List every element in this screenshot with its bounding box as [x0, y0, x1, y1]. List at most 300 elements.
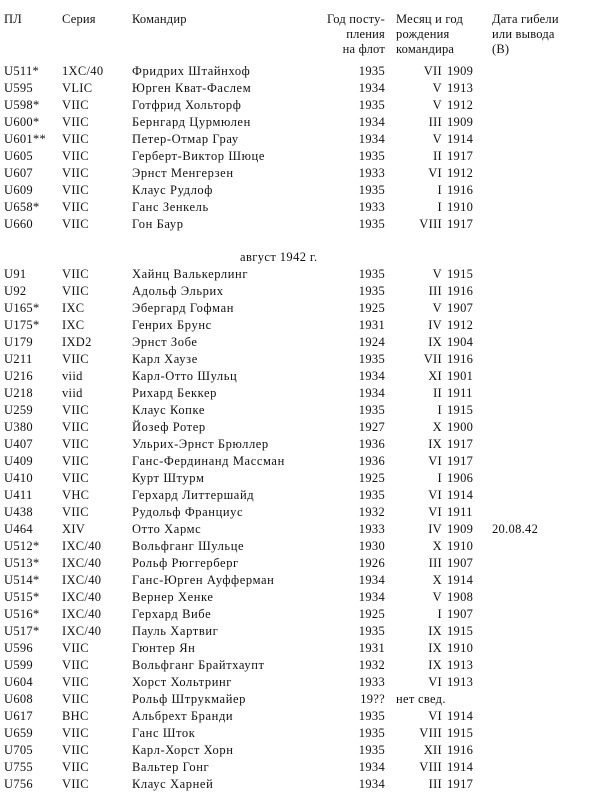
commander-name: Вальтер Гонг: [132, 760, 210, 774]
sub-id: U600*: [4, 115, 40, 129]
commander-name: Петер-Отмар Грау: [132, 132, 239, 146]
birth-year: 1915: [447, 267, 474, 281]
entry-year: 1935: [358, 403, 385, 417]
sub-id: U705: [4, 743, 33, 757]
commander-name: Рихард Беккер: [132, 386, 218, 400]
birth-month: V: [432, 132, 442, 146]
entry-year: 1936: [358, 454, 385, 468]
commander-name: Карл-Хорст Хорн: [132, 743, 234, 757]
sub-id: U598*: [4, 98, 40, 112]
series-cell: IXC: [62, 318, 85, 332]
birth-month: I: [437, 471, 442, 485]
commander-name: Вольфганг Шульце: [132, 539, 245, 553]
table-row: [0, 640, 600, 657]
birth-year: 1908: [447, 590, 474, 604]
series-cell: VIIC: [62, 166, 89, 180]
sub-id: U756: [4, 777, 33, 791]
birth-month: VI: [428, 454, 442, 468]
birth-month: VI: [428, 675, 442, 689]
commander-name: Клаус Харней: [132, 777, 214, 791]
birth-year: 1913: [447, 658, 474, 672]
commander-name: Карл-Отто Шульц: [132, 369, 238, 383]
birth-year: 1915: [447, 624, 474, 638]
birth-month: IV: [428, 318, 442, 332]
commander-name: Эрнст Зобе: [132, 335, 198, 349]
header-series: Серия: [62, 12, 96, 26]
series-cell: IXC/40: [62, 556, 102, 570]
entry-year: 1935: [358, 98, 385, 112]
sub-id: U438: [4, 505, 33, 519]
series-cell: VIIC: [62, 267, 89, 281]
birth-month: IV: [428, 522, 442, 536]
table-row: [0, 725, 600, 742]
sub-id: U514*: [4, 573, 40, 587]
commander-name: Рольф Рюггерберг: [132, 556, 239, 570]
entry-year: 1935: [358, 352, 385, 366]
sub-id: U660: [4, 217, 33, 231]
section-title: август 1942 г.: [240, 250, 318, 264]
birth-year: 1909: [447, 522, 474, 536]
birth-year: 1907: [447, 556, 474, 570]
birth-month: VII: [423, 64, 442, 78]
table-row: [0, 555, 600, 572]
sub-id: U605: [4, 149, 33, 163]
birth-month: VII: [423, 352, 442, 366]
sub-id: U658*: [4, 200, 40, 214]
entry-year: 1926: [358, 556, 385, 570]
birth-year: 1907: [447, 301, 474, 315]
birth-month: VI: [428, 505, 442, 519]
series-cell: VIIC: [62, 217, 89, 231]
entry-year: 1935: [358, 64, 385, 78]
series-cell: VIIC: [62, 471, 89, 485]
birth-month: VI: [428, 709, 442, 723]
commander-name: Гон Баур: [132, 217, 184, 231]
commander-name: Карл Хаузе: [132, 352, 198, 366]
table-row: [0, 334, 600, 351]
sub-id: U411: [4, 488, 33, 502]
entry-year: 1930: [358, 539, 385, 553]
series-cell: VIIC: [62, 132, 89, 146]
series-cell: IXC: [62, 301, 85, 315]
birth-year: 1916: [447, 352, 474, 366]
table-row: [0, 385, 600, 402]
birth-year: 1916: [447, 743, 474, 757]
sub-id: U596: [4, 641, 33, 655]
series-cell: ВНС: [62, 709, 89, 723]
birth-month: XI: [428, 369, 442, 383]
table-row: [0, 470, 600, 487]
series-cell: VIIC: [62, 760, 89, 774]
sub-id: U407: [4, 437, 33, 451]
sub-id: U512*: [4, 539, 40, 553]
table-row: [0, 776, 600, 793]
entry-year: 1927: [358, 420, 385, 434]
series-cell: IXC/40: [62, 573, 102, 587]
commander-name: Альбрехт Бранди: [132, 709, 234, 723]
birth-year: 1914: [447, 573, 474, 587]
table-row: [0, 572, 600, 589]
header-commander: Командир: [132, 12, 187, 26]
series-cell: VIIC: [62, 777, 89, 791]
sub-id: U92: [4, 284, 27, 298]
series-cell: IXC/40: [62, 607, 102, 621]
table-row: [0, 131, 600, 148]
table-row: [0, 182, 600, 199]
entry-year: 1934: [358, 369, 385, 383]
sub-id: U218: [4, 386, 33, 400]
sub-id: U515*: [4, 590, 40, 604]
sub-id: U595: [4, 81, 33, 95]
table-row: [0, 114, 600, 131]
table-row: [0, 97, 600, 114]
birth-year: 1909: [447, 115, 474, 129]
birth-year: 1911: [447, 386, 473, 400]
table-row: [0, 521, 600, 538]
birth-year: 1913: [447, 675, 474, 689]
table-row: [0, 487, 600, 504]
birth-month: III: [428, 777, 442, 791]
commander-name: Адольф Эльрих: [132, 284, 224, 298]
sub-id: U511*: [4, 64, 40, 78]
series-cell: XIV: [62, 522, 86, 536]
birth-month: IX: [428, 624, 442, 638]
birth-year: 1916: [447, 284, 474, 298]
birth-year: 1914: [447, 132, 474, 146]
commander-name: Вольфганг Брайтхаупт: [132, 658, 265, 672]
birth-month: VIII: [419, 760, 442, 774]
series-cell: VIIC: [62, 284, 89, 298]
header-year-line: пления: [346, 27, 385, 41]
sub-id: U259: [4, 403, 33, 417]
table-row: [0, 300, 600, 317]
commander-name: Клаус Копке: [132, 403, 205, 417]
entry-year: 1933: [358, 522, 385, 536]
series-cell: VIIC: [62, 658, 89, 672]
sub-id: U599: [4, 658, 33, 672]
birth-month: III: [428, 115, 442, 129]
sub-id: U179: [4, 335, 33, 349]
entry-year: 1931: [358, 641, 385, 655]
table-row: [0, 368, 600, 385]
birth-month: I: [437, 183, 442, 197]
table-row: [0, 199, 600, 216]
sub-id: U604: [4, 675, 33, 689]
commander-name: Готфрид Хольторф: [132, 98, 242, 112]
entry-year: 1932: [358, 658, 385, 672]
series-cell: 1XC/40: [62, 64, 104, 78]
header-death-line: (В): [492, 42, 510, 56]
entry-year: 1925: [358, 301, 385, 315]
entry-year: 1934: [358, 115, 385, 129]
birth-year: 1916: [447, 183, 474, 197]
commander-name: Генрих Брунс: [132, 318, 212, 332]
series-cell: VIIC: [62, 692, 89, 706]
header-birth-line: Месяц и год: [396, 12, 464, 26]
birth-month: VI: [428, 488, 442, 502]
sub-id: U607: [4, 166, 33, 180]
sub-id: U601**: [4, 132, 47, 146]
entry-year: 1933: [358, 200, 385, 214]
birth-month: X: [432, 539, 442, 553]
entry-year: 1935: [358, 183, 385, 197]
series-cell: IXD2: [62, 335, 92, 349]
commander-name: Герхард Литтершайд: [132, 488, 255, 502]
entry-year: 1925: [358, 471, 385, 485]
commander-name: Рольф Штрукмайер: [132, 692, 246, 706]
commander-name: Отто Хармс: [132, 522, 202, 536]
commander-name: Ульрих-Эрнст Брюллер: [132, 437, 269, 451]
entry-year: 1925: [358, 607, 385, 621]
birth-month: VI: [428, 166, 442, 180]
series-cell: IXC/40: [62, 539, 102, 553]
sub-id: U380: [4, 420, 33, 434]
series-cell: VIIC: [62, 437, 89, 451]
entry-year: 1935: [358, 624, 385, 638]
sub-id: U409: [4, 454, 33, 468]
commander-name: Рудольф Франциус: [132, 505, 244, 519]
commander-name: Хайнц Валькерлинг: [132, 267, 249, 281]
birth-month: V: [432, 301, 442, 315]
commander-name: Йозеф Ротер: [132, 420, 206, 434]
series-cell: IXC/40: [62, 590, 102, 604]
commander-name: Эбергард Гофман: [132, 301, 235, 315]
table-row: [0, 317, 600, 334]
table-row: [0, 657, 600, 674]
birth-month: I: [437, 200, 442, 214]
header-year-line: Год посту-: [326, 12, 385, 26]
sub-id: U410: [4, 471, 33, 485]
sub-id: U609: [4, 183, 33, 197]
birth-year: 1915: [447, 403, 474, 417]
table-row: [0, 419, 600, 436]
table-row: [0, 266, 600, 283]
header-death: [492, 12, 592, 57]
birth-year: 1904: [447, 335, 474, 349]
birth-month: X: [432, 420, 442, 434]
commander-name: Эрнст Менгерзен: [132, 166, 234, 180]
table-row: [0, 742, 600, 759]
birth-month: V: [432, 98, 442, 112]
birth-year: 1912: [447, 318, 474, 332]
series-cell: VIIC: [62, 726, 89, 740]
series-cell: VIIC: [62, 98, 89, 112]
table-row: [0, 165, 600, 182]
table-row: [0, 589, 600, 606]
entry-year: 1933: [358, 166, 385, 180]
series-cell: VIIC: [62, 183, 89, 197]
birth-month: IX: [428, 641, 442, 655]
birth-month: V: [432, 267, 442, 281]
birth-month: VIII: [419, 217, 442, 231]
table-row: [0, 80, 600, 97]
series-cell: IXC/40: [62, 624, 102, 638]
header-birth: [396, 12, 486, 57]
sub-id: U216: [4, 369, 33, 383]
birth-year: 1909: [447, 64, 474, 78]
birth-month: IX: [428, 437, 442, 451]
birth-year: 1917: [447, 454, 474, 468]
birth-month: нет свед.: [396, 692, 446, 706]
header-death-line: или вывода: [492, 27, 555, 41]
series-cell: viid: [62, 386, 83, 400]
series-cell: VIIC: [62, 403, 89, 417]
sub-id: U755: [4, 760, 33, 774]
birth-month: V: [432, 81, 442, 95]
commander-name: Вернер Хенке: [132, 590, 214, 604]
header-pl: ПЛ: [4, 12, 22, 26]
commander-name: Юрген Кват-Фаслем: [132, 81, 252, 95]
series-cell: VIIC: [62, 352, 89, 366]
table-row: [0, 453, 600, 470]
header-death-line: Дата гибели: [492, 12, 559, 26]
series-cell: viid: [62, 369, 83, 383]
commander-name: Курт Штурм: [132, 471, 205, 485]
birth-year: 1910: [447, 641, 474, 655]
commander-name: Ганс-Фердинанд Массман: [132, 454, 285, 468]
commander-name: Герберт-Виктор Шюце: [132, 149, 265, 163]
entry-year: 19??: [360, 692, 385, 706]
table-row: [0, 538, 600, 555]
commander-name: Хорст Хольтринг: [132, 675, 233, 689]
birth-year: 1914: [447, 709, 474, 723]
table-row: [0, 759, 600, 776]
entry-year: 1935: [358, 743, 385, 757]
series-cell: VIIC: [62, 420, 89, 434]
table-row: [0, 216, 600, 233]
birth-year: 1913: [447, 81, 474, 95]
entry-year: 1935: [358, 488, 385, 502]
birth-year: 1915: [447, 726, 474, 740]
sub-id: U608: [4, 692, 33, 706]
series-cell: VIIC: [62, 149, 89, 163]
header-birth-line: командира: [396, 42, 455, 56]
table-row: [0, 148, 600, 165]
commander-name: Герхард Вибе: [132, 607, 212, 621]
commander-name: Бернгард Цурмюлен: [132, 115, 251, 129]
birth-year: 1917: [447, 437, 474, 451]
commander-name: Пауль Хартвиг: [132, 624, 219, 638]
birth-year: 1917: [447, 777, 474, 791]
entry-year: 1932: [358, 505, 385, 519]
birth-year: 1900: [447, 420, 474, 434]
entry-year: 1935: [358, 217, 385, 231]
table-row: [0, 504, 600, 521]
commander-name: Гюнтер Ян: [132, 641, 196, 655]
entry-year: 1924: [358, 335, 385, 349]
birth-year: 1911: [447, 505, 473, 519]
birth-year: 1912: [447, 166, 474, 180]
birth-year: 1901: [447, 369, 474, 383]
table-row: [0, 351, 600, 368]
table-row: [0, 691, 600, 708]
header-birth-line: рождения: [396, 27, 450, 41]
birth-year: 1917: [447, 149, 474, 163]
birth-month: X: [432, 573, 442, 587]
birth-year: 1914: [447, 760, 474, 774]
series-cell: VIIC: [62, 641, 89, 655]
sub-id: U464: [4, 522, 33, 536]
series-cell: VIIC: [62, 743, 89, 757]
table-row: [0, 63, 600, 80]
birth-year: 1917: [447, 217, 474, 231]
death-date: 20.08.42: [492, 522, 539, 536]
commander-name: Ганс Шток: [132, 726, 196, 740]
table-row: [0, 623, 600, 640]
entry-year: 1935: [358, 267, 385, 281]
sub-id: U659: [4, 726, 33, 740]
sub-id: U513*: [4, 556, 40, 570]
birth-month: IX: [428, 335, 442, 349]
sub-id: U516*: [4, 607, 40, 621]
sub-id: U211: [4, 352, 33, 366]
entry-year: 1934: [358, 573, 385, 587]
series-cell: VHC: [62, 488, 90, 502]
series-cell: VIIC: [62, 454, 89, 468]
birth-month: I: [437, 403, 442, 417]
birth-month: III: [428, 284, 442, 298]
entry-year: 1934: [358, 81, 385, 95]
birth-month: II: [433, 149, 442, 163]
sub-id: U175*: [4, 318, 40, 332]
entry-year: 1933: [358, 675, 385, 689]
entry-year: 1935: [358, 284, 385, 298]
table-row: [0, 674, 600, 691]
series-cell: VIIC: [62, 675, 89, 689]
series-cell: VIIC: [62, 505, 89, 519]
birth-year: 1912: [447, 98, 474, 112]
series-cell: VIIC: [62, 115, 89, 129]
sub-id: U91: [4, 267, 27, 281]
birth-year: 1910: [447, 539, 474, 553]
table-row: [0, 436, 600, 453]
birth-month: III: [428, 556, 442, 570]
entry-year: 1931: [358, 318, 385, 332]
table-row: [0, 283, 600, 300]
entry-year: 1935: [358, 726, 385, 740]
birth-month: V: [432, 590, 442, 604]
birth-year: 1907: [447, 607, 474, 621]
birth-month: I: [437, 607, 442, 621]
commander-name: Фридрих Штайнхоф: [132, 64, 251, 78]
commander-name: Ганс Зенкель: [132, 200, 209, 214]
table-row: [0, 708, 600, 725]
birth-month: II: [433, 386, 442, 400]
entry-year: 1934: [358, 590, 385, 604]
series-cell: VLIC: [62, 81, 93, 95]
entry-year: 1934: [358, 777, 385, 791]
birth-year: 1910: [447, 200, 474, 214]
birth-month: XII: [423, 743, 442, 757]
sub-id: U517*: [4, 624, 40, 638]
birth-month: IX: [428, 658, 442, 672]
header-year: [310, 12, 385, 57]
entry-year: 1936: [358, 437, 385, 451]
entry-year: 1934: [358, 132, 385, 146]
entry-year: 1934: [358, 386, 385, 400]
series-cell: VIIC: [62, 200, 89, 214]
commander-name: Ганс-Юрген Ауфферман: [132, 573, 275, 587]
table-row: [0, 606, 600, 623]
sub-id: U617: [4, 709, 33, 723]
entry-year: 1934: [358, 760, 385, 774]
commander-name: Клаус Рудлоф: [132, 183, 213, 197]
birth-year: 1906: [447, 471, 474, 485]
sub-id: U165*: [4, 301, 40, 315]
table-row: [0, 402, 600, 419]
entry-year: 1935: [358, 149, 385, 163]
entry-year: 1935: [358, 709, 385, 723]
